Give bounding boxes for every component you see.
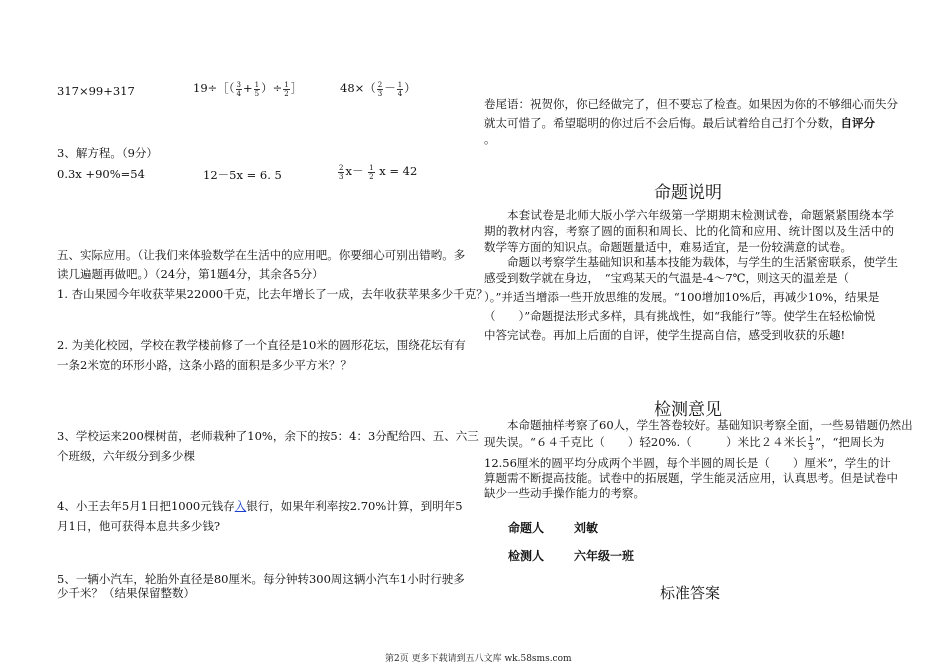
paragraph-2-line-4: （ ）”命题提法形式多样，具有挑战性，如“我能行”等。使学生在轻松愉悦 <box>484 309 876 323</box>
paragraph-3-line-3: 12.56厘米的圆平均分成两个半圆，每个半圆的周长是（ ）厘米”，学生的计 <box>484 456 891 470</box>
calc-expr-2-mid: ）÷ <box>261 81 283 95</box>
author-label: 命题人 <box>508 521 545 535</box>
heading-proposition-notes: 命题说明 <box>654 183 722 203</box>
section-3-title: 3、解方程。（9分） <box>57 146 158 160</box>
paragraph-3-line-2 <box>484 434 884 452</box>
question-4-link[interactable]: 入 <box>234 499 247 513</box>
fraction: $\frac{1}{2}$ <box>284 80 289 98</box>
equation-3-end: x = 42 <box>379 164 418 178</box>
paragraph-3-text-a: 现失误。“６４千克比（ ）轻20%.（ ）米比２４米长 <box>484 435 807 449</box>
author-name: 刘敏 <box>574 521 599 535</box>
fraction: $\frac{1}{2}$ <box>369 163 374 181</box>
tester-name: 六年级一班 <box>574 549 635 563</box>
paragraph-3-line-4: 算题需不断提高技能。试卷中的拓展题，学生能灵活应用，认真思考。但是试卷中 <box>484 471 898 485</box>
paragraph-3-text-b: ”，“把周长为 <box>815 435 885 449</box>
self-score-label: 自评分 <box>840 116 875 130</box>
calc-expr-1: 317×99+317 <box>57 84 135 98</box>
section-5-title-line-2: 读几遍题再做吧。）（24分，第1题4分，其余各5分） <box>57 267 324 281</box>
closing-line-1: 卷尾语：祝贺你，你已经做完了，但不要忘了检查。如果因为你的不够细心而失分 <box>484 97 898 111</box>
fraction: $\frac{3}{4}$ <box>236 80 241 98</box>
fraction: $\frac{1}{5}$ <box>254 80 260 98</box>
calc-expr-3-close: ） <box>404 81 416 95</box>
calc-expr-3 <box>340 80 416 98</box>
question-2-line-1: 2. 为美化校园，学校在教学楼前修了一个直径是10米的圆形花坛，围绕花坛有有 <box>57 338 466 352</box>
fraction: $\frac{1}{4}$ <box>397 80 403 98</box>
question-3-line-1: 3、学校运来200棵树苗，老师栽种了10%，余下的按5：4：3分配给四、五、六三 <box>57 429 479 443</box>
question-5-line-1: 5、一辆小汽车，轮胎外直径是80厘米。每分钟转300周这辆小汽车1小时行驶多 <box>57 572 465 586</box>
closing-line-3: 。 <box>484 132 496 146</box>
equation-1: 0.3x +90%=54 <box>57 167 145 181</box>
calc-expr-3-open: 48×（ <box>340 81 376 95</box>
calc-expr-2-close: ］ <box>290 81 303 95</box>
closing-line-2 <box>484 115 875 131</box>
tester-label: 检测人 <box>508 549 545 563</box>
question-4-text-b: 银行，如果年利率按2.70%计算，到明年5 <box>246 499 463 513</box>
paragraph-2-line-3: ）。”并适当增添一些开放思维的发展。“100增加10%后，再减少10%，结果是 <box>484 290 880 304</box>
paragraph-2-line-2: 感受到数学就在身边， “宝鸡某天的气温是-4～7℃，则这天的温差是（ <box>484 271 850 285</box>
question-4-line-1 <box>57 498 463 514</box>
question-1: 1. 杏山果园今年收获苹果22000千克，比去年增长了一成，去年收获苹果多少千克？ <box>57 287 488 301</box>
question-5-line-2: 少千米？（结果保留整数） <box>57 586 195 600</box>
equation-3-mid: x－ <box>345 164 364 178</box>
paragraph-2-line-5: 中答完试卷。再加上后面的自评，使学生提高自信，感受到收获的乐趣! <box>484 328 846 342</box>
closing-text: 就太可惜了。希望聪明的你过后不会后悔。最后试着给自己打个分数， <box>484 116 841 130</box>
calc-expr-2 <box>193 80 302 98</box>
equation-2: 12－5x = 6. 5 <box>203 168 282 182</box>
question-2-line-2: 一条2米宽的环形小路，这条小路的面积是多少平方米？？ <box>57 358 352 372</box>
question-4-line-2: 月1日，他可获得本息共多少钱? <box>57 519 220 533</box>
fraction: $\frac{1}{3}$ <box>808 434 814 452</box>
question-3-line-2: 个班级，六年级分到多少棵 <box>57 449 195 463</box>
section-5-title-line-1: 五、实际应用。（让我们来体验数学在生活中的应用吧。你要细心可别出错哟。多 <box>57 248 466 262</box>
page-footer: 第2页 更多下载请到五八文库 wk.58sms.com <box>385 654 572 664</box>
paragraph-3-line-5: 缺少一些动手操作能力的考察。 <box>484 486 645 500</box>
paragraph-3-line-1: 本命题抽样考察了60人，学生答卷较好。基础知识考察全面，一些易错题仍然出 <box>507 418 913 432</box>
calc-expr-2-open: 19÷［（ <box>193 81 235 95</box>
heading-test-feedback: 检测意见 <box>654 400 722 420</box>
equation-3 <box>337 163 417 181</box>
question-4-text-a: 4、小王去年5月1日把1000元钱存 <box>57 499 235 513</box>
fraction: $\frac{2}{3}$ <box>377 80 383 98</box>
paragraph-2-line-1: 命题以考察学生基础知识和基本技能为载体，与学生的生活紧密联系，使学生 <box>507 255 898 269</box>
heading-standard-answers: 标准答案 <box>660 584 721 602</box>
operator: － <box>384 81 396 95</box>
paragraph-proposition-notes: 本套试卷是北师大版小学六年级第一学期期末检测试卷，命题紧紧围绕本学期的教材内容，考察了圆的面积和周长、比的化简和应用、统计图以及生活中的数学等方面的知识点。命题题量适中，难易适宜，是一份较满意的试卷。 <box>484 208 894 254</box>
fraction: $\frac{2}{3}$ <box>339 163 344 181</box>
operator: + <box>243 81 253 95</box>
